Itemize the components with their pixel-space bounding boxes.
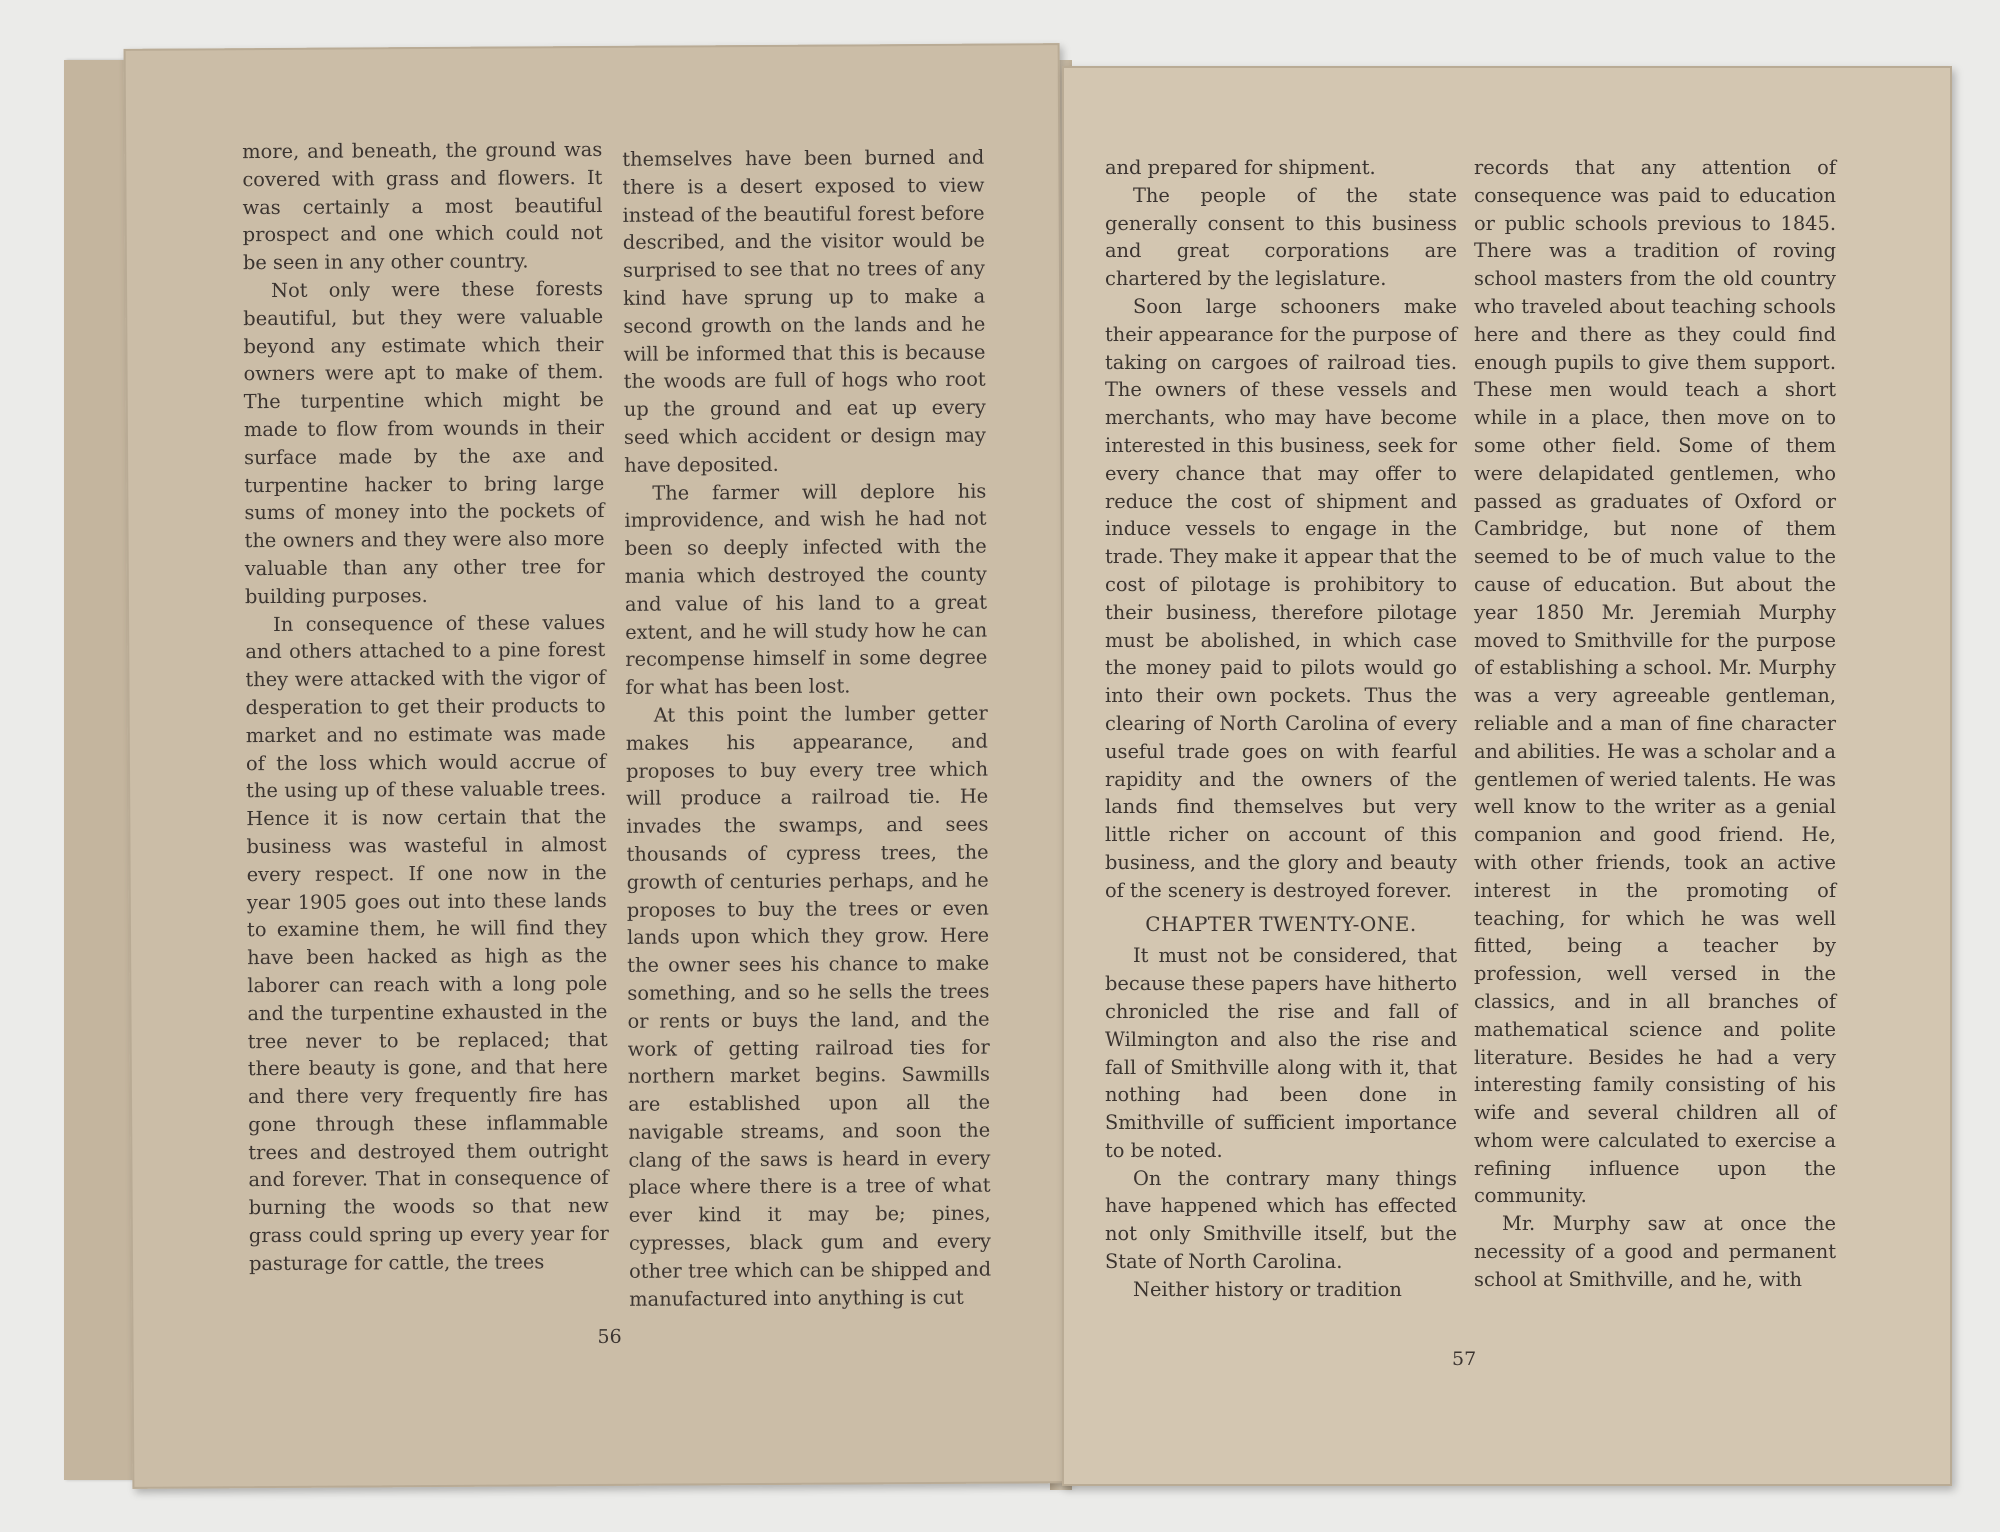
right-column-1-before [1105,154,1457,905]
paragraph: Not only were these forests beautiful, but they were valuable beyond any estimate which their owners were apt to make of them. The turpentine which might be made to flow from wounds in their surface made by the axe and turpentine hacker to bring large sums of money into the pockets of the owners and they were also more valuable than any other tree for building purposes. [243,276,605,608]
paragraph: It must not be considered, that because these papers have hitherto chronicled the rise and fall of Wilmington and also the rise and fall of Smithville along with it, that nothing had been done in Smithville of sufficient importance to be noted. [1105,944,1457,1162]
chapter-heading: CHAPTER TWENTY-ONE. [1145,911,1417,936]
paragraph: Soon large schooners make their appearance for the purpose of taking on cargoes of railroad ties. The owners of these vessels and merchants, who may have become interested in this business, seek for every chance that may offer to reduce the cost of shipment and induce vessels to engage in the trade. They make it appear that the cost of pilotage is prohibitory to their business, therefore pilotage must be abolished, in which case the money paid to pilots would go into their own pockets. Thus the clearing of North Carolina of every useful trade goes on with fearful rapidity and the owners of the lands find themselves but very little richer on account of this business, and the glory and beauty of the scenery is destroyed forever. [1105,294,1457,902]
paragraph: Neither history or tradition [1133,1277,1402,1301]
left-column-2 [622,144,991,1314]
paragraph: and prepared for shipment. [1105,156,1376,179]
paragraph: The people of the state generally consent to this business and great corporations are chartered by the legislature. [1105,183,1457,291]
page-number-right: 57 [1452,1348,1477,1370]
paragraph: In consequence of these values and others attached to a pine forest they were attacked with the vigor of desperation to get their products to market and no estimate was made of the loss which would accrue of the using up of these valuable trees. Hence it is now certain that the business was wasteful in almost every respect. If one now in the year 1905 goes out into these lands to examine them, he will find they have been hacked as high as the laborer can reach with a long pole and the turpentine exhausted in the tree never to be replaced; that there beauty is gone, and that here and there very frequently fire has gone through these inflammable trees and destroyed them outright and forever. That in consequence of burning the woods so that new grass could spring up every year for pasturage for cattle, the trees [245,610,609,1276]
page-number-left: 56 [597,1325,622,1349]
paragraph: On the contrary many things have happened which has effected not only Smithville itself, but the State of North Carolina. [1105,1166,1457,1274]
page-stack-edge [64,60,134,1480]
right-column-2 [1474,154,1836,1294]
paragraph: more, and beneath, the ground was covered with grass and flowers. It was certainly a most beautiful prospect and one which could not be seen in any other country. [242,137,603,275]
paragraph: themselves have been burned and there is a desert exposed to view instead of the beautiful forest before described, and the visitor would be surprised to see that no trees of any kind have sprung up to make a second growth on the lands and he will be informed that this is because the woods are full of hogs who root up the ground and eat up every seed which accident or design may have deposited. [622,145,987,477]
right-column-1-after [1105,942,1457,1303]
left-column-1 [242,136,609,1278]
paragraph: The farmer will deplore his improvidence, and wish he had not been so deeply infected with the mania which destroyed the county and value of his land to a great extent, and he will study how he can recompense himself in some degree for what has been lost. [624,479,988,699]
left-page [124,43,1069,1489]
right-page [1062,66,1952,1486]
paragraph: records that any attention of consequence was paid to education or public schools previous to 1845. There was a tradition of roving school masters from the old country who traveled about teaching schools here and there as they could find enough pupils to give them support. These men would teach a short while in a place, then move on to some other field. Some of them were delapidated gentlemen, who passed as graduates of Oxford or Cambridge, but none of them seemed to be of much value to the cause of education. But about the year 1850 Mr. Jeremiah Murphy moved to Smithville for the purpose of establishing a school. Mr. Murphy was a very agreeable gentleman, reliable and a man of fine character and abilities. He was a scholar and a gentlemen of weried talents. He was well know to the writer as a genial companion and good friend. He, with other friends, took an active interest in the promoting of teaching, for which he was well fitted, being a teacher by profession, well versed in the classics, and in all branches of mathematical science and polite literature. Besides he had a very interesting family consisting of his wife and several children all of whom were calculated to exercise a refining influence upon the community. [1474,156,1836,1208]
paragraph: At this point the lumber getter makes his appearance, and proposes to buy every tree which will produce a railroad tie. He invades the swamps, and sees thousands of cypress trees, the growth of centuries perhaps, and he proposes to buy the trees or even lands upon which they grow. Here the owner sees his chance to make something, and so he sells the trees or rents or buys the land, and the work of getting railroad ties for northern market begins. Sawmills are established upon all the navigable streams, and soon the clang of the saws is heard in every place where there is a tree of what ever kind it may be; pines, cypresses, black gum and every other tree which can be shipped and manufactured into anything is cut [625,701,992,1311]
paragraph: Mr. Murphy saw at once the necessity of a good and permanent school at Smithville, and he, with [1474,1212,1836,1291]
right-column-1 [1105,154,1457,1304]
